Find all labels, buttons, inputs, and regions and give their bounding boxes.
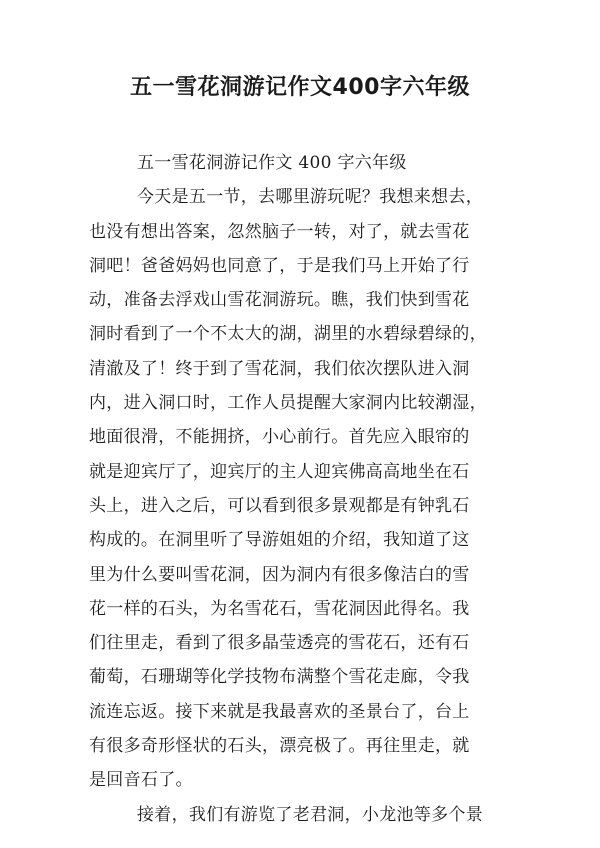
text-line: 们往里走，看到了很多晶莹透亮的雪花石，还有石: [89, 633, 470, 654]
text-line: 动，准备去浮戏山雪花洞游玩。瞧，我们快到雪花: [89, 290, 470, 311]
text-line: 洞吧！爸爸妈妈也同意了，于是我们马上开始了行: [89, 255, 470, 276]
text-line: 今天是五一节，去哪里游玩呢？我想来想去，: [137, 187, 483, 208]
paragraph-2: [89, 798, 521, 832]
text-line: 有很多奇形怪状的石头，漂亮极了。再往里走，就: [89, 736, 470, 757]
text-line: 流连忘返。接下来就是我最喜欢的圣景台了，台上: [89, 701, 470, 722]
text-line: 接着，我们有游览了老君洞，小龙池等多个景: [137, 804, 483, 825]
text-line: 里为什么要叫雪花洞，因为洞内有很多像洁白的雪: [89, 564, 470, 585]
text-line: 花一样的石头，为名雪花石，雪花洞因此得名。我: [89, 598, 470, 619]
text-line: 内，进入洞口时，工作人员提醒大家洞内比较潮湿，: [89, 393, 487, 414]
text-line: 洞时看到了一个不太大的湖，湖里的水碧绿碧绿的，: [89, 324, 487, 345]
text-line: 也没有想出答案，忽然脑子一转，对了，就去雪花: [89, 221, 470, 242]
text-line: 头上，进入之后，可以看到很多景观都是有钟乳石: [89, 495, 470, 516]
subtitle-line: 五一雪花洞游记作文 400 字六年级: [137, 153, 407, 173]
text-line: 构成的。在洞里听了导游姐姐的介绍，我知道了这: [89, 530, 470, 551]
text-line: 葡萄，石珊瑚等化学技物布满整个雪花走廊，令我: [89, 667, 470, 688]
paragraph-subtitle: [89, 146, 521, 180]
document-body: [89, 146, 521, 832]
text-line: 就是迎宾厅了，迎宾厅的主人迎宾佛高高地坐在石: [89, 461, 470, 482]
paragraph-1: [89, 180, 521, 797]
text-line: 清澈及了！终于到了雪花洞，我们依次摆队进入洞: [89, 358, 470, 379]
text-line: 是回音石了。: [89, 770, 193, 791]
text-line: 地面很滑，不能拥挤，小心前行。首先应入眼帘的: [89, 427, 470, 448]
document-title: 五一雪花洞游记作文400字六年级: [130, 75, 470, 100]
